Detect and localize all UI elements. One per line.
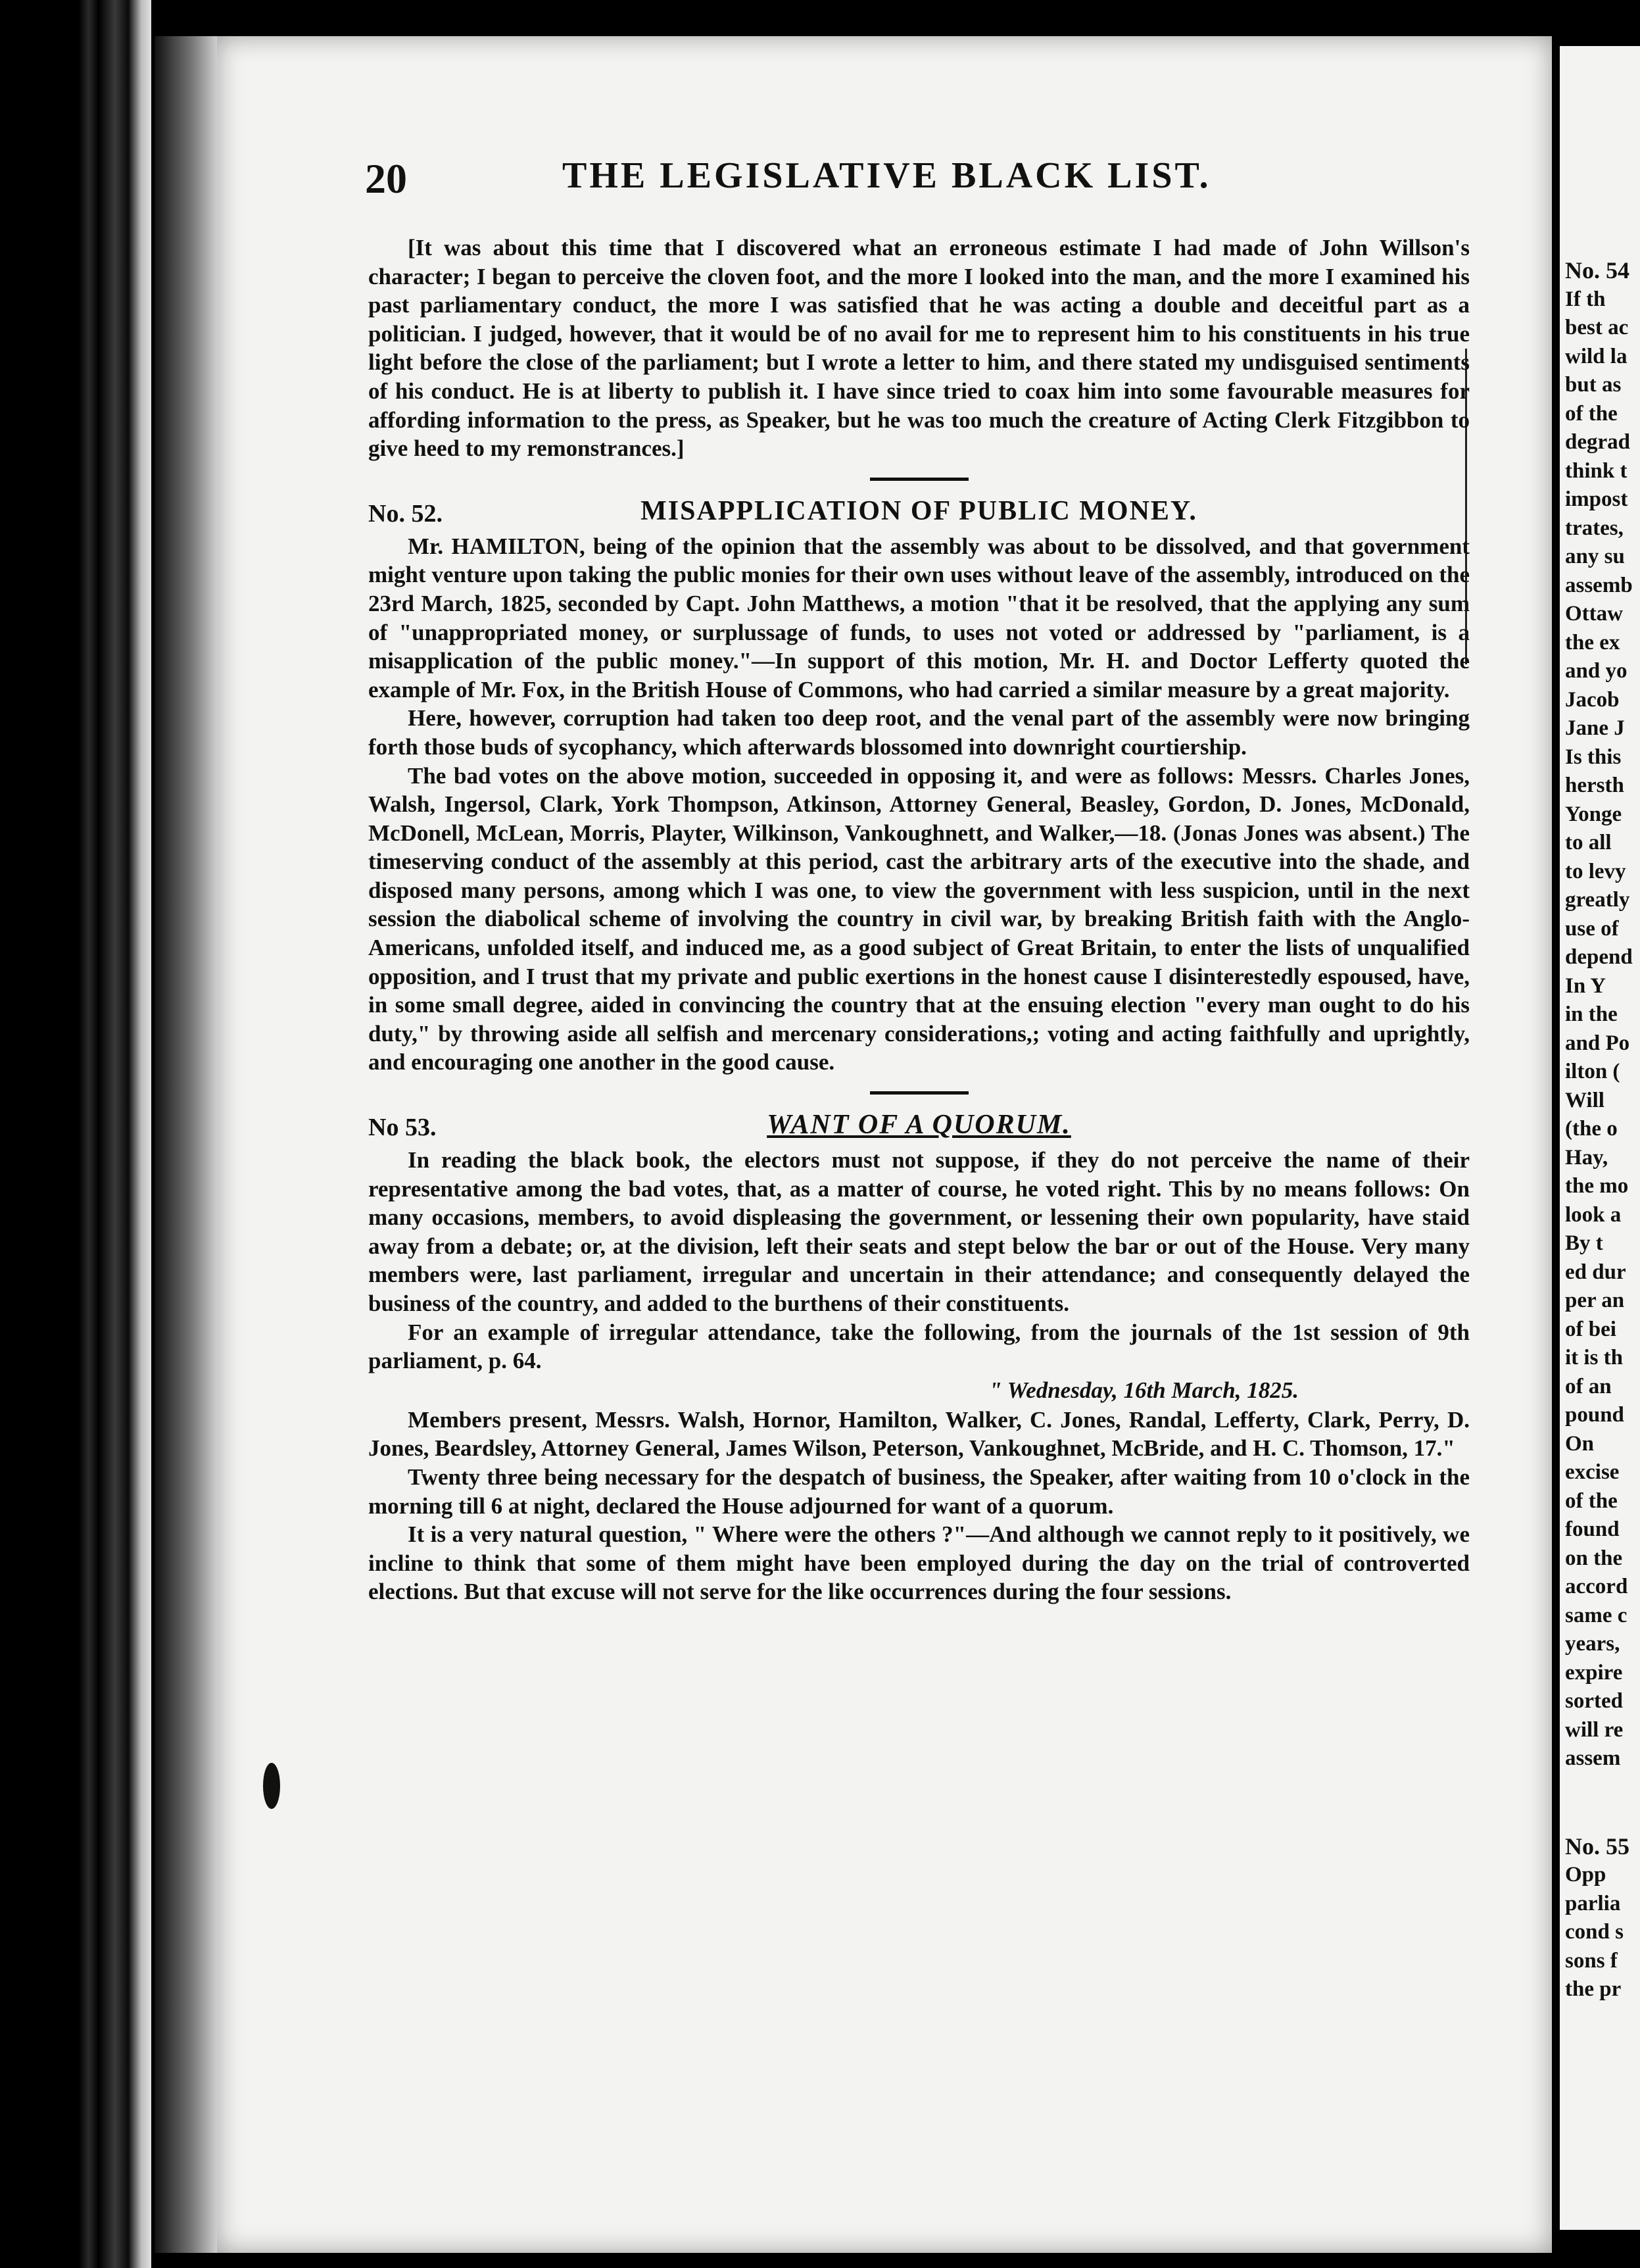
page-gutter [1552, 0, 1560, 2268]
facing-page-fragment [1560, 46, 1640, 2230]
facing-page-line: it is th [1565, 1346, 1624, 1369]
facing-page-line: impost [1565, 487, 1628, 511]
facing-page-line: Jane J [1565, 716, 1625, 740]
facing-page-lines [1565, 1861, 1640, 2004]
facing-page-line: Hay, [1565, 1145, 1608, 1170]
article-title: WANT OF A QUORUM. [767, 1110, 1071, 1141]
facing-page-line: accord [1565, 1575, 1628, 1598]
facing-page-line: of the [1565, 401, 1618, 426]
facing-page-line: wild la [1565, 344, 1628, 368]
facing-page-line: Will [1565, 1088, 1604, 1112]
facing-page-heading: No. 54 [1565, 257, 1629, 284]
facing-page-line: same c [1565, 1603, 1628, 1627]
article-number: No. 52. [368, 499, 443, 528]
article-52-paragraph: Mr. HAMILTON, being of the opinion that the assembly was about to be dissolved, and that government might venture upon taking the public monies for their own uses without leave of the assembly, introduced on the 23rd March, 1825, seconded by Capt. John Matthews, a motion "that it be resolved, that the applying any sum of "unappropriated money, or surplussage of funds, to uses not voted or addressed by "parliament, is a misapplication of the public money."—In support of this motion, Mr. H. and Doctor Lefferty quoted the example of Mr. Fox, in the British House of Commons, who had carried a similar measure by a great majority. [368, 533, 1470, 703]
article-53-paragraph: Members present, Messrs. Walsh, Hornor, Hamilton, Walker, C. Jones, Randal, Lefferty, Clark, Perry, D. Jones, Beardsley, Attorney General, James Wilson, Peterson, Vankoughnet, McBride, and H. C. Thomson, 17." [368, 1406, 1470, 1462]
facing-page-heading: No. 55 [1565, 1833, 1629, 1860]
facing-page-line: will re [1565, 1717, 1624, 1742]
facing-page-line: (the o [1565, 1117, 1618, 1141]
facing-page-line: look a [1565, 1202, 1622, 1227]
facing-page-line: found [1565, 1517, 1620, 1541]
facing-page-line: but as [1565, 373, 1622, 397]
facing-page-line: degrad [1565, 430, 1630, 454]
text-column [368, 234, 1470, 1606]
facing-page-line: per an [1565, 1289, 1625, 1312]
facing-page-line: ilton ( [1565, 1060, 1620, 1083]
facing-page-line: of bei [1565, 1317, 1616, 1341]
facing-page-line: and yo [1565, 659, 1628, 683]
facing-page-line: the pr [1565, 1977, 1622, 2001]
facing-page-line: the mo [1565, 1174, 1629, 1198]
facing-page-line: of an [1565, 1374, 1612, 1398]
facing-page-line: trates, [1565, 516, 1624, 540]
section-rule [870, 478, 969, 481]
article-53-paragraph: It is a very natural question, " Where were the others ?"—And although we cannot reply to it positively, we incline to think that some of them might have been employed during the day on the trial of controverted elections. But that excuse will not serve for the like occurrences during the four sessions. [368, 1521, 1470, 1605]
facing-page-line: cond s [1565, 1920, 1624, 1944]
facing-page-line: assemb [1565, 573, 1633, 597]
section-rule [870, 1091, 969, 1095]
article-52-paragraph: The bad votes on the above motion, succeeded in opposing it, and were as follows: Messrs. Charles Jones, Walsh, Ingersol, Clark, York Thompson, Atkinson, Attorney General, Beasley, Gordon, D. Jones, McDonald, McDonell, McLean, Morris, Playter, Wilkinson, Vankoughnett, and Walker,—18. (Jonas Jones was absent.) The timeserving conduct of the assembly at this period, cast the arbitrary arts of the executive into the shade, and disposed many persons, among which I was one, to view the government with less suspicion, until in the next session the diabolical scheme of involving the country in civil war, by breaking British faith with the Anglo-Americans, unfolded itself, and induced me, as a good subject of Great Britain, to enter the lists of unqualified opposition, and I trust that my private and public exertions in the honest cause I disinterestedly espoused, have, in some small degree, aided in convincing the country that at the ensuing election "every man ought to do his duty," by throwing aside all selfish and mercenary considerations,; voting and acting faithfully and uprightly, and encouraging one another in the good cause. [368, 762, 1470, 1075]
article-53-heading [368, 1109, 1470, 1143]
facing-page-line: of the [1565, 1489, 1618, 1513]
facing-page-line: on the [1565, 1546, 1623, 1570]
facing-page-line: In Y [1565, 974, 1606, 998]
article-53-paragraph: For an example of irregular attendance, take the following, from the journals of the 1st session of 9th parliament, p. 64. [368, 1319, 1470, 1374]
facing-page-line: assem [1565, 1746, 1621, 1770]
journal-date: " Wednesday, 16th March, 1825. [989, 1377, 1299, 1403]
facing-page-line: Is this [1565, 745, 1622, 769]
facing-page-line: depend [1565, 945, 1633, 969]
facing-page-line: Jacob [1565, 687, 1620, 712]
facing-page-line: Yonge [1565, 802, 1622, 826]
facing-page-line: in the [1565, 1002, 1618, 1026]
facing-page-line: On [1565, 1431, 1595, 1456]
facing-page-line: By t [1565, 1231, 1603, 1255]
facing-page-line: use of [1565, 916, 1619, 941]
facing-page-line: sons f [1565, 1948, 1618, 1973]
facing-page-line: and Po [1565, 1031, 1630, 1055]
article-53-paragraph: Twenty three being necessary for the despatch of business, the Speaker, after waiting from 10 o'clock in the morning till 6 at night, declared the House adjourned for want of a quorum. [368, 1464, 1470, 1519]
facing-page-line: excise [1565, 1460, 1620, 1484]
article-52-paragraph: Here, however, corruption had taken too deep root, and the venal part of the assembly were now bringing forth those buds of sycophancy, which afterwards blossomed into downright courtiership. [368, 705, 1470, 760]
article-53-paragraph: In reading the black book, the electors must not suppose, if they do not perceive the name of their representative among the bad votes, that, as a matter of course, he voted right. This by no means follows: On many occasions, members, to avoid displeasing the government, or lessening their own popularity, have staid away from a debate; or, at the division, left their seats and stept below the bar or out of the House. Very many members were, last parliament, irregular and uncertain in their attendance; and consequently delayed the business of the country, and added to the burthens of their constituents. [368, 1147, 1470, 1316]
ink-blot [263, 1763, 280, 1809]
page-number: 20 [365, 155, 407, 202]
book-spine-edge [0, 0, 151, 2268]
article-52-heading [368, 495, 1470, 530]
facing-page-line: years, [1565, 1632, 1620, 1656]
facing-page-line: Opp [1565, 1863, 1606, 1886]
page-header [365, 155, 1246, 220]
facing-page-line: to levy [1565, 859, 1626, 883]
article-title: MISAPPLICATION OF PUBLIC MONEY. [640, 495, 1197, 526]
facing-page-line: ed dur [1565, 1260, 1626, 1284]
facing-page-line: If th [1565, 287, 1606, 311]
facing-page-line: parlia [1565, 1891, 1621, 1915]
facing-page-line: think t [1565, 458, 1628, 483]
facing-page-line: greatly [1565, 888, 1630, 912]
facing-page-lines [1565, 285, 1640, 1773]
running-title: THE LEGISLATIVE BLACK LIST. [562, 155, 1211, 196]
article-number: No 53. [368, 1114, 437, 1142]
facing-page-line: best ac [1565, 316, 1629, 339]
facing-page-line: pound [1565, 1403, 1624, 1427]
facing-page-line: the ex [1565, 630, 1620, 654]
facing-page-line: sorted [1565, 1689, 1623, 1713]
facing-page-line: expire [1565, 1660, 1623, 1685]
facing-page-line: any su [1565, 545, 1625, 568]
facing-page-line: hersth [1565, 774, 1624, 797]
intro-note: [It was about this time that I discovered what an erroneous estimate I had made of John Willson's character; I began to perceive the cloven foot, and the more I looked into the man, and the more I examined his past parliamentary conduct, the more I was satisfied that he was acting a double and deceitful part as a politician. I judged, however, that it would be of no avail for me to represent him to his constituents in his true light before the close of the parliament; but I wrote a letter to him, and there stated my undisguised sentiments of his conduct. He is at liberty to publish it. I have since tried to coax him into some favourable measures for affording information to the press, as Speaker, but he was too much the creature of Acting Clerk Fitzgibbon to give heed to my remonstrances.] [368, 235, 1470, 462]
facing-page-line: Ottaw [1565, 602, 1623, 626]
facing-page-line: to all [1565, 831, 1612, 854]
